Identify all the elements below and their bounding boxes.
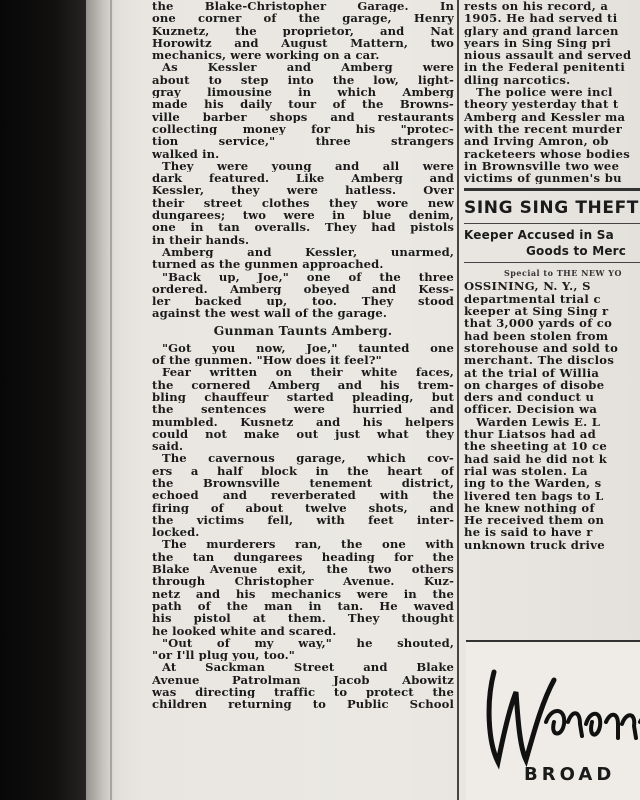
text-line: They were young and all were — [162, 159, 454, 173]
text-line: path of the man in tan. He waved — [152, 599, 454, 613]
text-line: thur Liatsos had ad — [464, 428, 597, 441]
text-line: his pistol at them. They thought — [152, 612, 454, 625]
text-line: unknown truck drive — [464, 538, 605, 551]
text-line: and Irving Amron, ob — [464, 135, 609, 148]
text-line: theory yesterday that t — [464, 98, 619, 111]
text-line: in the Federal penitenti — [464, 61, 626, 74]
text-line: "Got you now, Joe," taunted one — [162, 341, 454, 355]
text-line: racketeers whose bodies — [464, 147, 631, 160]
police-theory-paragraph — [464, 86, 640, 184]
text-line: ing to the Warden, s — [464, 477, 602, 490]
text-line: merchant. The disclos — [464, 354, 615, 367]
text-line: dark featured. Like Amberg and — [152, 172, 454, 185]
text-line: Horowitz and August Mattern, two — [152, 36, 454, 50]
text-line: about to step into the low, light- — [152, 73, 454, 87]
text-line: their street clothes they wore new — [152, 196, 454, 210]
text-line: He received them on — [464, 514, 605, 527]
text-line: of the gunmen. "How does it feel?" — [152, 354, 382, 367]
text-line: had been stolen from — [464, 329, 609, 342]
text-line: one in tan overalls. They had pistols — [152, 221, 454, 234]
text-line: ers a half block in the heart of — [152, 464, 454, 477]
text-line: ville barber shops and restaurants — [152, 110, 454, 123]
text-line: the cornered Amberg and his trem- — [152, 378, 454, 391]
text-line: Goods to Merc — [526, 244, 627, 259]
text-line: The murderers ran, the one with — [162, 538, 454, 551]
text-line: "or I'll plug you, too." — [152, 649, 295, 662]
text-line: Amberg and Kessler, unarmed, — [162, 245, 454, 259]
text-line: ler backed up, too. They stood — [152, 295, 454, 308]
text-line: The police were incl — [476, 86, 613, 99]
text-line: glary and grand larcen — [464, 24, 619, 37]
wanamaker-signature-logo — [476, 652, 640, 772]
text-line: "Back up, Joe," one of the three — [162, 270, 454, 283]
text-line: nious assault and served — [464, 49, 632, 62]
text-line: he knew nothing of — [464, 501, 595, 515]
text-line: gray limousine in which Amberg — [152, 86, 454, 99]
headline-deck — [464, 227, 640, 259]
text-line: netz and his mechanics were in the — [152, 587, 454, 600]
text-line: livered ten bags to L — [464, 489, 604, 502]
text-line: one corner of the garage, Henry — [152, 12, 454, 25]
warden-paragraph — [464, 416, 640, 551]
text-line: dungarees; two were in blue denim, — [152, 209, 454, 222]
text-line: ordered. Amberg obeyed and Kess- — [152, 282, 454, 296]
text-line: ders and conduct u — [464, 391, 595, 404]
text-line: As Kessler and Amberg were — [162, 61, 454, 74]
text-line: Keeper Accused in Sa — [464, 228, 614, 243]
dark-background — [0, 0, 92, 800]
page-fold-line — [110, 0, 112, 800]
previous-article-continuation — [464, 0, 640, 86]
headline-rule — [464, 188, 640, 191]
text-line: firing of about twelve shots, and — [152, 501, 454, 514]
text-line: At Sackman Street and Blake — [162, 661, 454, 674]
text-line: through Christopher Avenue. Kuz- — [152, 575, 454, 588]
wanamaker-advertisement — [466, 640, 640, 800]
text-line: officer. Decision wa — [464, 403, 598, 416]
credit-rule — [464, 262, 640, 263]
text-line: locked. — [152, 526, 200, 539]
section-subhead: Gunman Taunts Amberg. — [213, 322, 393, 338]
text-line: Warden Lewis E. L — [476, 415, 601, 429]
text-line: Blake Avenue exit, the two others — [152, 563, 454, 576]
text-line: in their hands. — [152, 233, 250, 246]
sing-sing-article-body — [464, 280, 640, 415]
text-line: children returning to Public School — [152, 698, 454, 711]
deck-rule — [464, 223, 640, 224]
text-line: in Brownsville two wee — [464, 159, 620, 173]
text-line: on charges of disobe — [464, 378, 605, 392]
text-line: keeper at Sing Sing r — [464, 305, 609, 318]
newspaper-page — [86, 0, 640, 800]
text-line: Avenue Patrolman Jacob Abowitz — [152, 673, 454, 687]
text-line: the Brownsville tenement district, — [152, 476, 454, 490]
column-rule — [457, 0, 459, 800]
text-line: years in Sing Sing pri — [464, 36, 612, 50]
text-line: said. — [152, 440, 184, 453]
text-line: bling chauffeur started pleading, but — [152, 390, 454, 404]
text-line: storehouse and sold to — [464, 341, 619, 355]
text-line: rial was stolen. La — [464, 464, 588, 478]
text-line: mechanics, were working on a car. — [152, 49, 380, 62]
text-line: victims of gunmen's bu — [464, 172, 622, 185]
text-line: made his daily tour of the Browns- — [152, 98, 454, 111]
text-line: against the west wall of the garage. — [152, 307, 388, 320]
text-line: collecting money for his "protec- — [152, 122, 454, 136]
special-credit-line: Special to THE NEW YO — [504, 268, 622, 279]
text-line: he is said to have r — [464, 526, 593, 539]
text-line: departmental trial c — [464, 292, 601, 306]
text-line: echoed and reverberated with the — [152, 489, 454, 502]
text-line: had said he did not k — [464, 452, 608, 465]
text-line: dling narcotics. — [464, 73, 571, 87]
text-line: that 3,000 yards of co — [464, 317, 613, 330]
text-line: Kuznetz, the proprietor, and Nat — [152, 24, 454, 37]
text-line: Kessler, they were hatless. Over — [152, 184, 454, 197]
text-line: he looked white and scared. — [152, 624, 337, 637]
article-column-left — [152, 0, 454, 711]
text-line: "Out of my way," he shouted, — [162, 636, 454, 650]
article-column-right — [464, 0, 640, 551]
text-line: at the trial of Willia — [464, 366, 600, 379]
text-line: Fear written on their white faces, — [162, 366, 454, 379]
ad-broadway-text: BROAD — [524, 764, 616, 785]
text-line: the sheeting at 10 ce — [464, 440, 608, 453]
text-line: the victims fell, with feet inter- — [152, 513, 454, 527]
text-line: turned as the gunmen approached. — [152, 258, 384, 271]
text-line: walked in. — [152, 147, 220, 160]
text-line: mumbled. Kusnetz and his helpers — [152, 415, 454, 428]
sing-sing-headline: SING SING THEFT — [464, 198, 639, 219]
text-line: the tan dungarees heading for the — [152, 550, 454, 564]
text-line: The cavernous garage, which cov- — [162, 452, 454, 465]
text-line: 1905. He had served ti — [464, 12, 618, 25]
text-line: rests on his record, a — [464, 0, 609, 13]
text-line: the sentences were hurried and — [152, 403, 454, 416]
text-line: was directing traffic to protect the — [152, 686, 454, 699]
text-line: could not make out just what they — [152, 427, 454, 441]
text-line: Amberg and Kessler ma — [464, 110, 626, 123]
text-line: tion service," three strangers — [152, 135, 454, 148]
text-line: the Blake-Christopher Garage. In — [152, 0, 454, 13]
text-line: with the recent murder — [464, 122, 623, 136]
text-line: OSSINING, N. Y., S — [464, 280, 591, 293]
